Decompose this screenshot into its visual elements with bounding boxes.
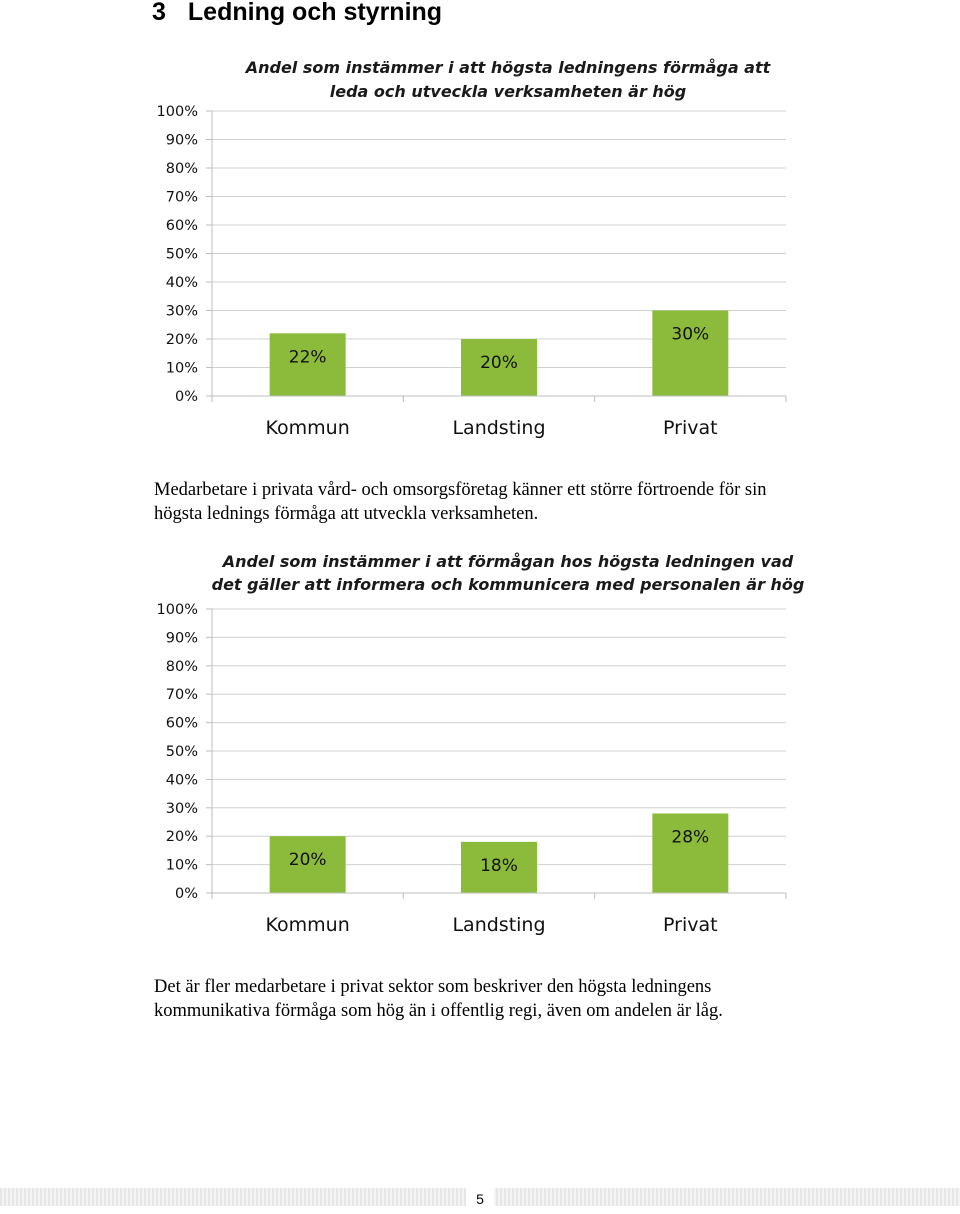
data-label-kommun: 20%: [288, 850, 327, 871]
data-label-landsting: 20%: [480, 353, 518, 373]
paragraph-2: Det är fler medarbetare i privat sektor som beskriver den högsta ledningens kommunikativa förmåga som hög än i offentlig regi, även om andelen är låg.: [154, 977, 723, 1021]
chart-title-line-1: Andel som instämmer i att förmågan hos högsta ledningen vad: [222, 552, 794, 571]
y-tick-label: 50%: [165, 246, 198, 263]
y-tick-label: 30%: [165, 303, 198, 320]
category-label-landsting: Landsting: [452, 417, 546, 439]
y-tick-label: 60%: [165, 715, 198, 732]
category-label-privat: Privat: [663, 914, 718, 936]
category-label-privat: Privat: [663, 417, 718, 439]
y-tick-label: 40%: [165, 275, 198, 291]
chart-title-line-2: det gäller att informera och kommunicera med personalen är hög: [211, 575, 805, 594]
y-tick-label: 100%: [156, 602, 198, 618]
category-label-landsting: Landsting: [452, 914, 546, 936]
chart-title-line-2: leda och utveckla verksamheten är hög: [329, 82, 687, 101]
y-tick-label: 10%: [165, 360, 198, 377]
y-tick-label: 10%: [165, 857, 198, 874]
y-tick-label: 0%: [174, 886, 198, 902]
y-tick-label: 20%: [165, 829, 198, 846]
y-tick-label: 50%: [165, 744, 198, 760]
y-tick-label: 100%: [156, 104, 198, 120]
paragraph-1: Medarbetare i privata vård- och omsorgsföretag känner ett större förtroende för sin högsta lednings förmåga att utveckla verksamheten.: [154, 480, 767, 524]
bar-privat: [652, 813, 728, 893]
y-tick-label: 80%: [165, 658, 198, 675]
data-label-landsting: 18%: [480, 855, 518, 876]
page-number: 5: [466, 1184, 494, 1212]
y-tick-label: 40%: [165, 772, 198, 789]
data-label-privat: 30%: [671, 324, 710, 345]
data-label-privat: 28%: [671, 827, 710, 848]
y-tick-label: 30%: [165, 800, 198, 817]
y-tick-label: 20%: [165, 332, 198, 348]
data-label-kommun: 22%: [288, 347, 327, 368]
section-number: 3: [152, 0, 166, 26]
y-tick-label: 0%: [174, 389, 198, 405]
category-label-kommun: Kommun: [265, 914, 350, 936]
y-tick-label: 90%: [165, 630, 198, 647]
chart-title-line-1: Andel som instämmer i att högsta ledningens förmåga att: [245, 58, 771, 77]
y-tick-label: 60%: [165, 218, 198, 234]
section-title: Ledning och styrning: [187, 0, 443, 26]
y-tick-label: 70%: [165, 687, 198, 704]
y-tick-label: 80%: [165, 161, 198, 177]
y-tick-label: 70%: [165, 189, 198, 206]
category-label-kommun: Kommun: [265, 417, 350, 439]
y-tick-label: 90%: [165, 132, 198, 149]
